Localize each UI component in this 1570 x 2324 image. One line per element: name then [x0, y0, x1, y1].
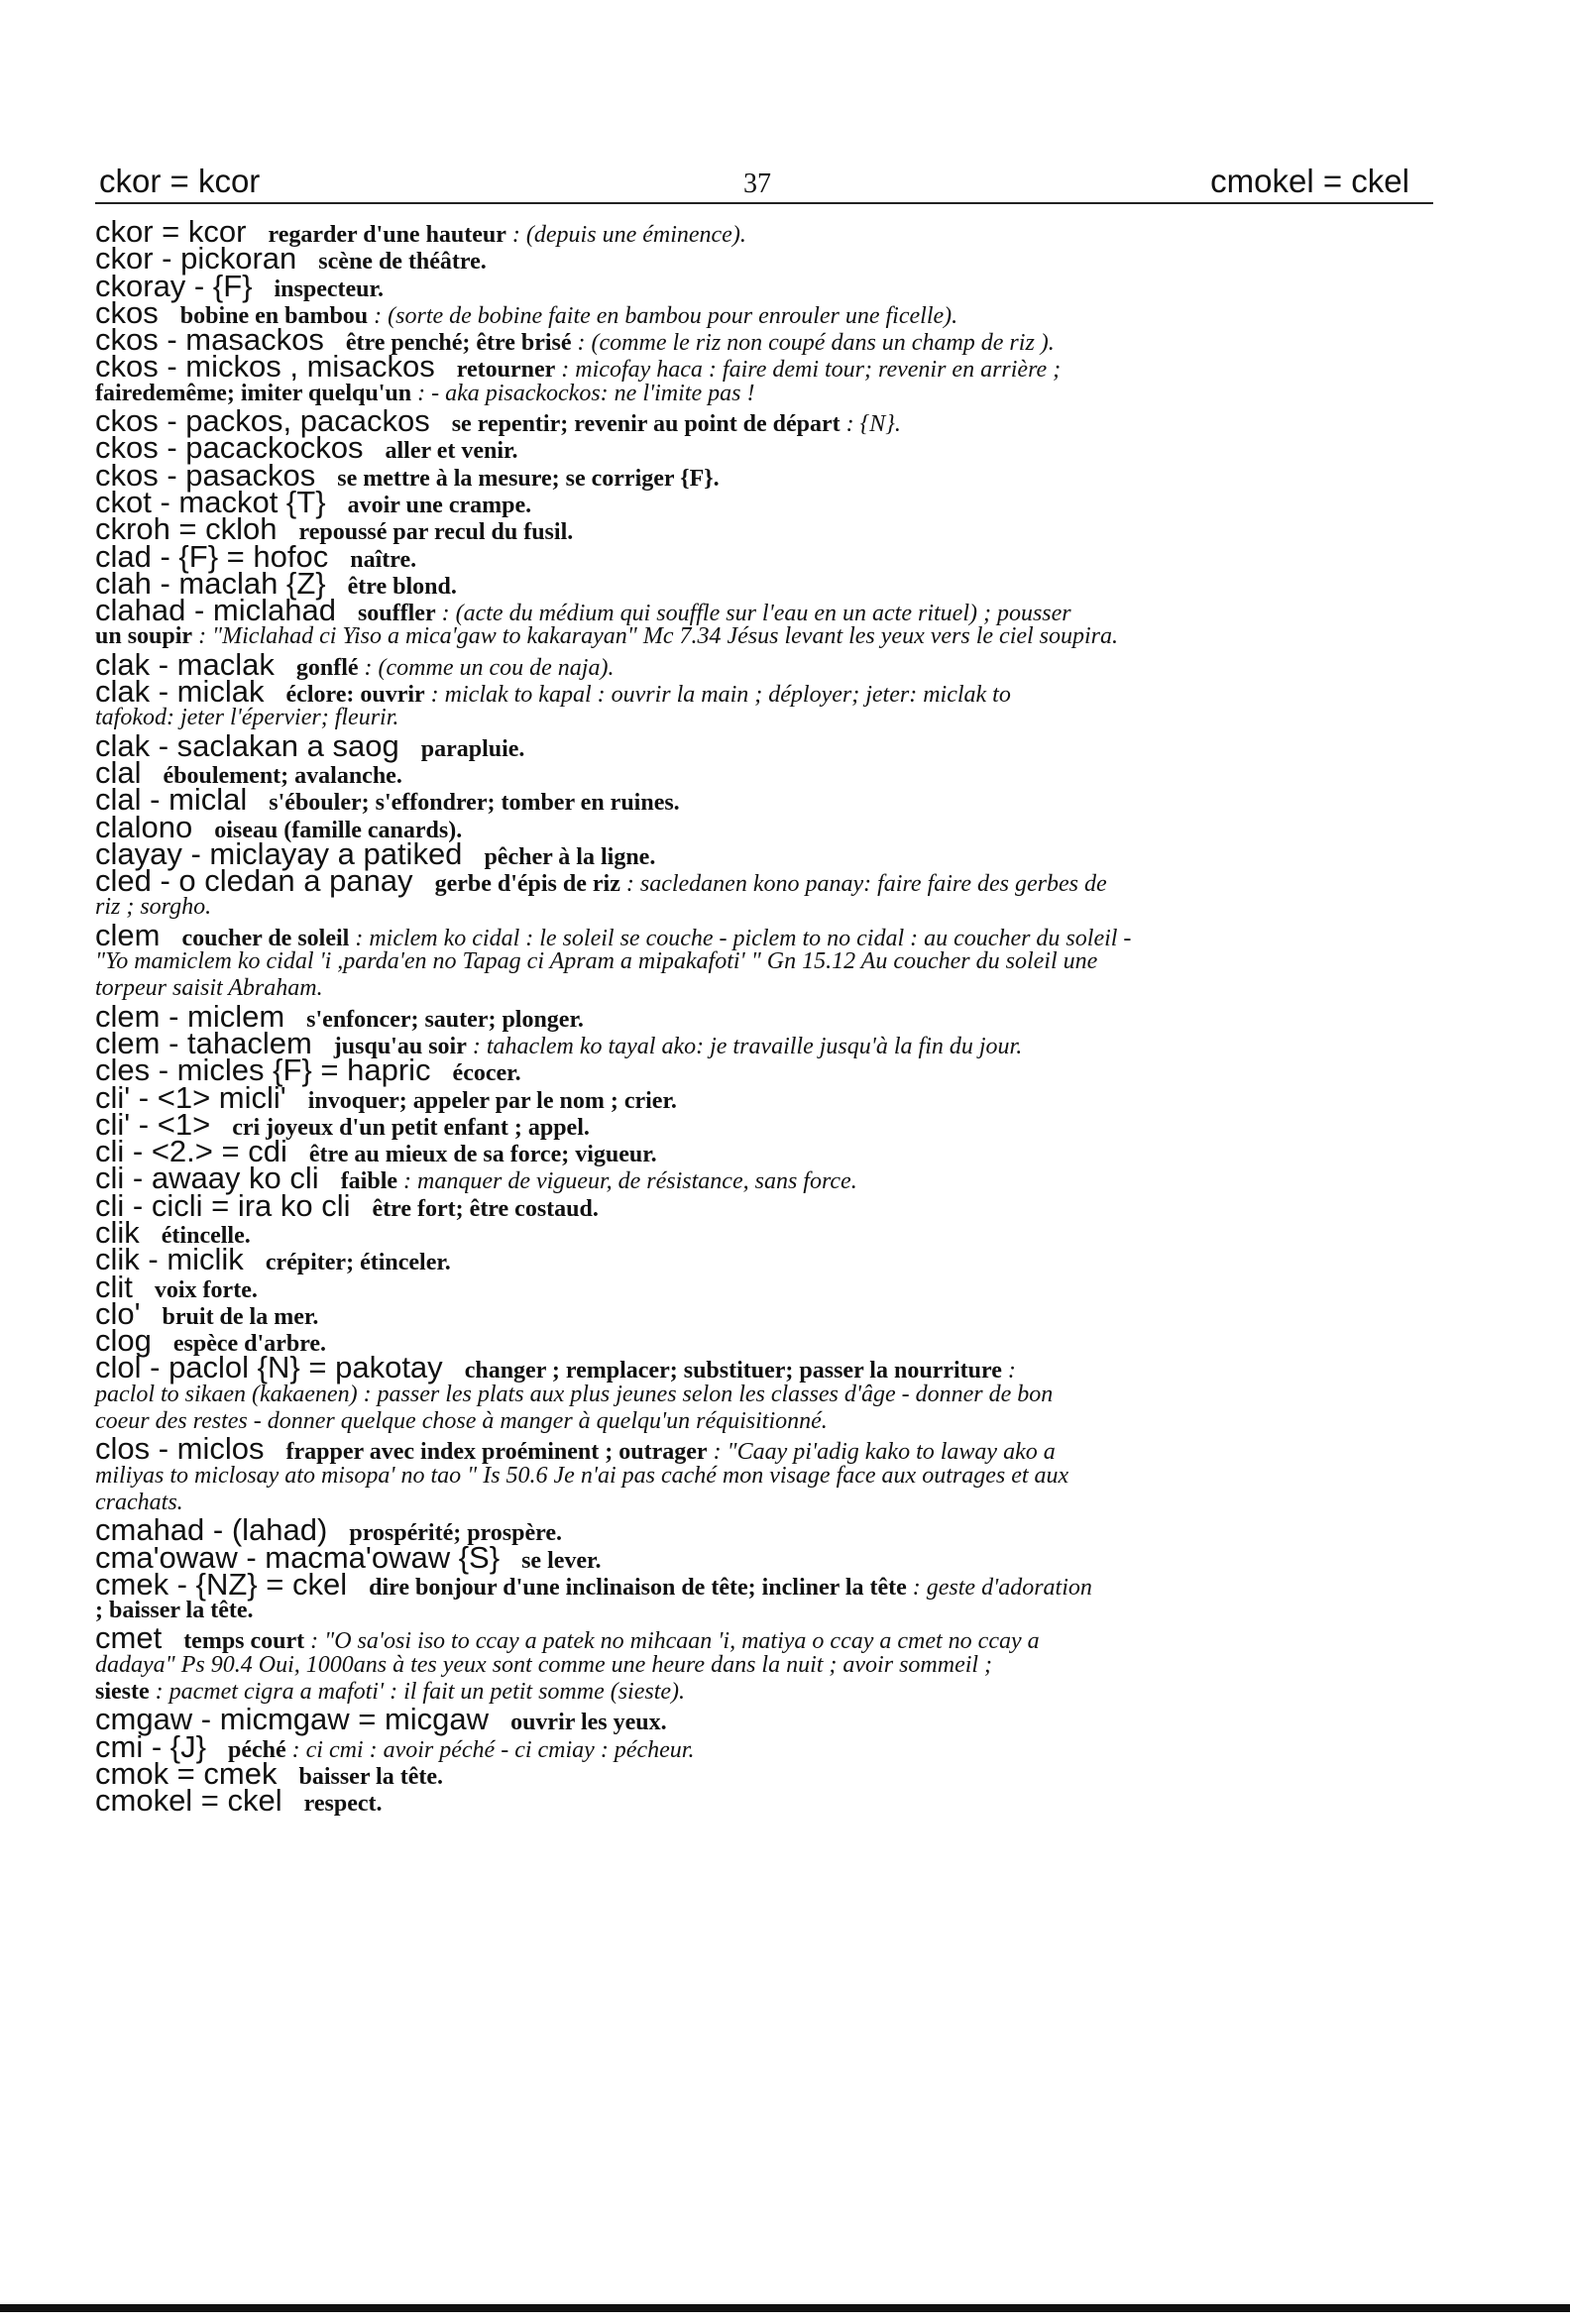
header-right-entry: cmokel = ckel	[1210, 163, 1409, 199]
dictionary-line	[95, 1598, 1413, 1624]
definition: ouvrir les yeux.	[510, 1710, 667, 1736]
dictionary-line	[95, 646, 1413, 682]
example: : miclem ko cidal : le soleil se couche - piclem to no cidal : au coucher du soleil -	[355, 925, 1132, 951]
definition: cri joyeux d'un petit enfant ; appel.	[232, 1114, 590, 1141]
dictionary-line	[95, 1463, 1413, 1490]
definition: éclore: ouvrir	[285, 682, 425, 709]
dictionary-line	[95, 1652, 1413, 1679]
dictionary-line	[95, 1431, 1413, 1467]
definition: invoquer; appeler par le nom ; crier.	[307, 1087, 677, 1114]
definition: faible	[340, 1168, 398, 1195]
dictionary-line	[95, 1382, 1413, 1408]
headword: ckroh = ckloh	[95, 511, 278, 547]
dictionary-line	[95, 1702, 1413, 1737]
dictionary-line	[95, 1566, 1413, 1602]
headword: ckos - masackos	[95, 322, 324, 358]
headword: cli - cicli = ira ko cli	[95, 1187, 351, 1223]
headword: clalono	[95, 809, 193, 844]
example: : {N}.	[845, 411, 901, 438]
dictionary-line	[95, 727, 1413, 763]
headword: cli - awaay ko cli	[95, 1161, 319, 1196]
definition: respect.	[303, 1791, 383, 1818]
dictionary-line	[95, 268, 1413, 303]
definition: retourner	[456, 357, 556, 384]
dictionary-line	[95, 1295, 1413, 1331]
headword: clahad - miclahad	[95, 593, 336, 628]
dictionary-line	[95, 754, 1413, 790]
dictionary-line	[95, 1783, 1413, 1819]
headword: cled - o cledan a panay	[95, 863, 413, 899]
definition: espèce d'arbre.	[172, 1331, 327, 1358]
example: : miclak to kapal : ouvrir la main ; déployer; jeter: miclak to	[430, 682, 1011, 709]
dictionary-line	[95, 1408, 1413, 1435]
dictionary-line	[95, 1269, 1413, 1304]
example: tafokod: jeter l'épervier; fleurir.	[95, 705, 399, 731]
definition: coucher de soleil	[181, 925, 350, 951]
dictionary-line	[95, 975, 1413, 1002]
headword: ckor - pickoran	[95, 241, 297, 277]
headword: clo'	[95, 1295, 141, 1331]
headword: clak - miclak	[95, 674, 265, 710]
example: dadaya" Ps 90.4 Oui, 1000ans à tes yeux sont comme une heure dans la nuit ; avoir sommeil ;	[95, 1651, 993, 1678]
example: : (depuis une éminence).	[511, 222, 746, 248]
example: riz ; sorgho.	[95, 894, 212, 921]
headword: ckor = kcor	[95, 214, 247, 249]
headword: clem - miclem	[95, 998, 285, 1034]
dictionary-line	[95, 1620, 1413, 1656]
dictionary-line	[95, 1242, 1413, 1277]
headword: cmet	[95, 1620, 163, 1656]
headword: ckoray - {F}	[95, 268, 253, 303]
page-header	[95, 159, 1433, 204]
example: : - aka pisackockos: ne l'imite pas !	[417, 380, 755, 406]
dictionary-line	[95, 1052, 1413, 1088]
definition: parapluie.	[420, 735, 525, 762]
headword: ckos - mickos , misackos	[95, 349, 435, 385]
example: : manquer de vigueur, de résistance, sans force.	[403, 1168, 857, 1195]
example: torpeur saisit Abraham.	[95, 975, 323, 1002]
definition: sieste	[95, 1679, 150, 1706]
example: crachats.	[95, 1489, 183, 1515]
definition: oiseau (famille canards).	[214, 817, 463, 843]
definition: temps court	[183, 1628, 305, 1655]
headword: clem - tahaclem	[95, 1025, 312, 1060]
example: : (acte du médium qui souffle sur l'eau en un acte rituel) ; pousser	[441, 601, 1071, 627]
headword: clog	[95, 1323, 152, 1359]
example: : ci cmi : avoir péché - ci cmiay : pécheur.	[291, 1736, 695, 1763]
headword: clal - miclal	[95, 782, 248, 818]
dictionary-line	[95, 623, 1413, 650]
definition: voix forte.	[154, 1276, 258, 1303]
example: coeur des restes - donner quelque chose à manger à quelqu'un réquisitionné.	[95, 1408, 828, 1435]
example: : tahaclem ko tayal ako: je travaille jusqu'à la fin du jour.	[472, 1033, 1023, 1059]
page-number: 37	[743, 168, 771, 199]
headword: clak - saclakan a saog	[95, 727, 399, 763]
dictionary-line	[95, 1187, 1413, 1223]
headword: cmi - {J}	[95, 1728, 206, 1764]
definition: regarder d'une hauteur	[268, 222, 506, 248]
definition: péché	[227, 1736, 286, 1763]
definition: souffler	[357, 601, 436, 627]
definition: baisser la tête.	[298, 1763, 443, 1790]
example: :	[1007, 1358, 1016, 1384]
definition: s'ébouler; s'effondrer; tomber en ruines.	[269, 790, 680, 817]
headword: clak - maclak	[95, 646, 275, 682]
dictionary-line	[95, 1755, 1413, 1791]
example: miliyas to miclosay ato misopa' no tao " Is 50.6 Je n'ai pas caché mon visage face aux outrages et aux	[95, 1462, 1069, 1489]
example: : (comme un cou de naja).	[364, 654, 615, 681]
definition: fairedemême; imiter quelqu'un	[95, 380, 412, 406]
headword: cmokel = ckel	[95, 1783, 282, 1819]
definition: s'enfoncer; sauter; plonger.	[306, 1006, 584, 1033]
header-left-entry: ckor = kcor	[99, 163, 261, 199]
headword: clah - maclah {Z}	[95, 565, 326, 601]
example: : (comme le riz non coupé dans un champ de riz ).	[577, 330, 1055, 357]
definition: être blond.	[347, 573, 457, 600]
headword: clad - {F} = hofoc	[95, 538, 329, 574]
headword: ckos - pasackos	[95, 457, 316, 493]
headword: clem	[95, 917, 161, 952]
definition: pêcher à la ligne.	[484, 843, 656, 870]
dictionary-line	[95, 1079, 1413, 1115]
headword: cmahad - (lahad)	[95, 1512, 328, 1548]
headword: cli - <2.> = cdi	[95, 1134, 287, 1169]
dictionary-line	[95, 782, 1413, 818]
definition: crépiter; étinceler.	[265, 1250, 451, 1276]
headword: cli' - <1>	[95, 1106, 211, 1142]
dictionary-line	[95, 948, 1413, 975]
definition: aller et venir.	[385, 438, 518, 465]
headword: clal	[95, 754, 142, 790]
headword: clayay - miclayay a patiked	[95, 835, 463, 871]
definition: scène de théâtre.	[318, 249, 487, 276]
headword: cmek - {NZ} = ckel	[95, 1566, 348, 1602]
dictionary-line	[95, 1728, 1413, 1764]
definition: se lever.	[521, 1547, 602, 1574]
example: : (sorte de bobine faite en bambou pour enrouler une ficelle).	[374, 302, 958, 329]
example: : "Caay pi'adig kako to laway ako a	[713, 1439, 1056, 1466]
headword: clol - paclol {N} = pakotay	[95, 1350, 443, 1385]
dictionary-line	[95, 1106, 1413, 1142]
definition: gonflé	[295, 654, 359, 681]
example: : micofay haca : faire demi tour; revenir en arrière ;	[561, 357, 1062, 384]
headword: ckos - packos, pacackos	[95, 403, 430, 439]
dictionary-line	[95, 894, 1413, 921]
definition: étincelle.	[161, 1222, 251, 1249]
example: : "Miclahad ci Yiso a mica'gaw to kakarayan" Mc 7.34 Jésus levant les yeux vers le ciel soupira.	[198, 623, 1119, 650]
dictionary-line	[95, 917, 1413, 952]
headword: clik - miclik	[95, 1242, 244, 1277]
definition: être fort; être costaud.	[372, 1195, 599, 1222]
headword: clik	[95, 1214, 140, 1250]
dictionary-entries	[95, 214, 1413, 1819]
dictionary-line	[95, 1214, 1413, 1250]
dictionary-line	[95, 1350, 1413, 1385]
example: paclol to sikaen (kakaenen) : passer les plats aux plus jeunes selon les classes d'âge - donner de bon	[95, 1381, 1054, 1407]
bottom-rule	[0, 2304, 1570, 2312]
headword: ckos	[95, 294, 159, 330]
headword: cles - micles {F} = hapric	[95, 1052, 431, 1088]
dictionary-line	[95, 863, 1413, 899]
headword: cmok = cmek	[95, 1755, 278, 1791]
definition: naître.	[350, 546, 417, 573]
definition: gerbe d'épis de riz	[434, 871, 620, 898]
example: : geste d'adoration	[912, 1574, 1092, 1601]
definition: bruit de la mer.	[162, 1303, 319, 1330]
example: : "O sa'osi iso to ccay a patek no mihcaan 'i, matiya o ccay a cmet no ccay a	[310, 1628, 1040, 1655]
headword: clos - miclos	[95, 1431, 265, 1467]
definition: se mettre à la mesure; se corriger {F}.	[337, 465, 720, 492]
example: : sacledanen kono panay: faire faire des gerbes de	[625, 871, 1107, 898]
example: : pacmet cigra a mafoti' : il fait un petit somme (sieste).	[155, 1679, 686, 1706]
dictionary-line	[95, 484, 1413, 519]
definition: être penché; être brisé	[345, 330, 572, 357]
definition: inspecteur.	[274, 276, 384, 302]
headword: cma'owaw - macma'owaw {S}	[95, 1539, 501, 1575]
definition: frapper avec index proéminent ; outrager	[285, 1439, 708, 1466]
definition: un soupir	[95, 623, 193, 650]
definition: éboulement; avalanche.	[163, 762, 402, 789]
headword: cli' - <1> micli'	[95, 1079, 286, 1115]
example: "Yo mamiclem ko cidal 'i ,parda'en no Tapag ci Apram a mipakafoti' " Gn 15.12 Au coucher du soleil une	[95, 948, 1098, 975]
dictionary-line	[95, 593, 1413, 628]
headword: ckos - pacackockos	[95, 430, 364, 466]
dictionary-line	[95, 674, 1413, 710]
definition: se repentir; revenir au point de départ	[451, 411, 841, 438]
definition: être au mieux de sa force; vigueur.	[308, 1142, 657, 1168]
definition: ; baisser la tête.	[95, 1598, 254, 1624]
dictionary-line	[95, 349, 1413, 385]
definition: dire bonjour d'une inclinaison de tête; incliner la tête	[369, 1574, 907, 1601]
definition: jusqu'au soir	[333, 1033, 467, 1059]
headword: clit	[95, 1269, 133, 1304]
definition: prospérité; prospère.	[349, 1520, 562, 1547]
definition: repoussé par recul du fusil.	[298, 519, 574, 546]
definition: écocer.	[452, 1060, 521, 1087]
dictionary-line	[95, 241, 1413, 277]
headword: ckot - mackot {T}	[95, 484, 326, 519]
definition: changer ; remplacer; substituer; passer la nourriture	[464, 1358, 1002, 1384]
definition: avoir une crampe.	[347, 492, 532, 518]
definition: bobine en bambou	[179, 302, 369, 329]
headword: cmgaw - micmgaw = micgaw	[95, 1702, 490, 1737]
